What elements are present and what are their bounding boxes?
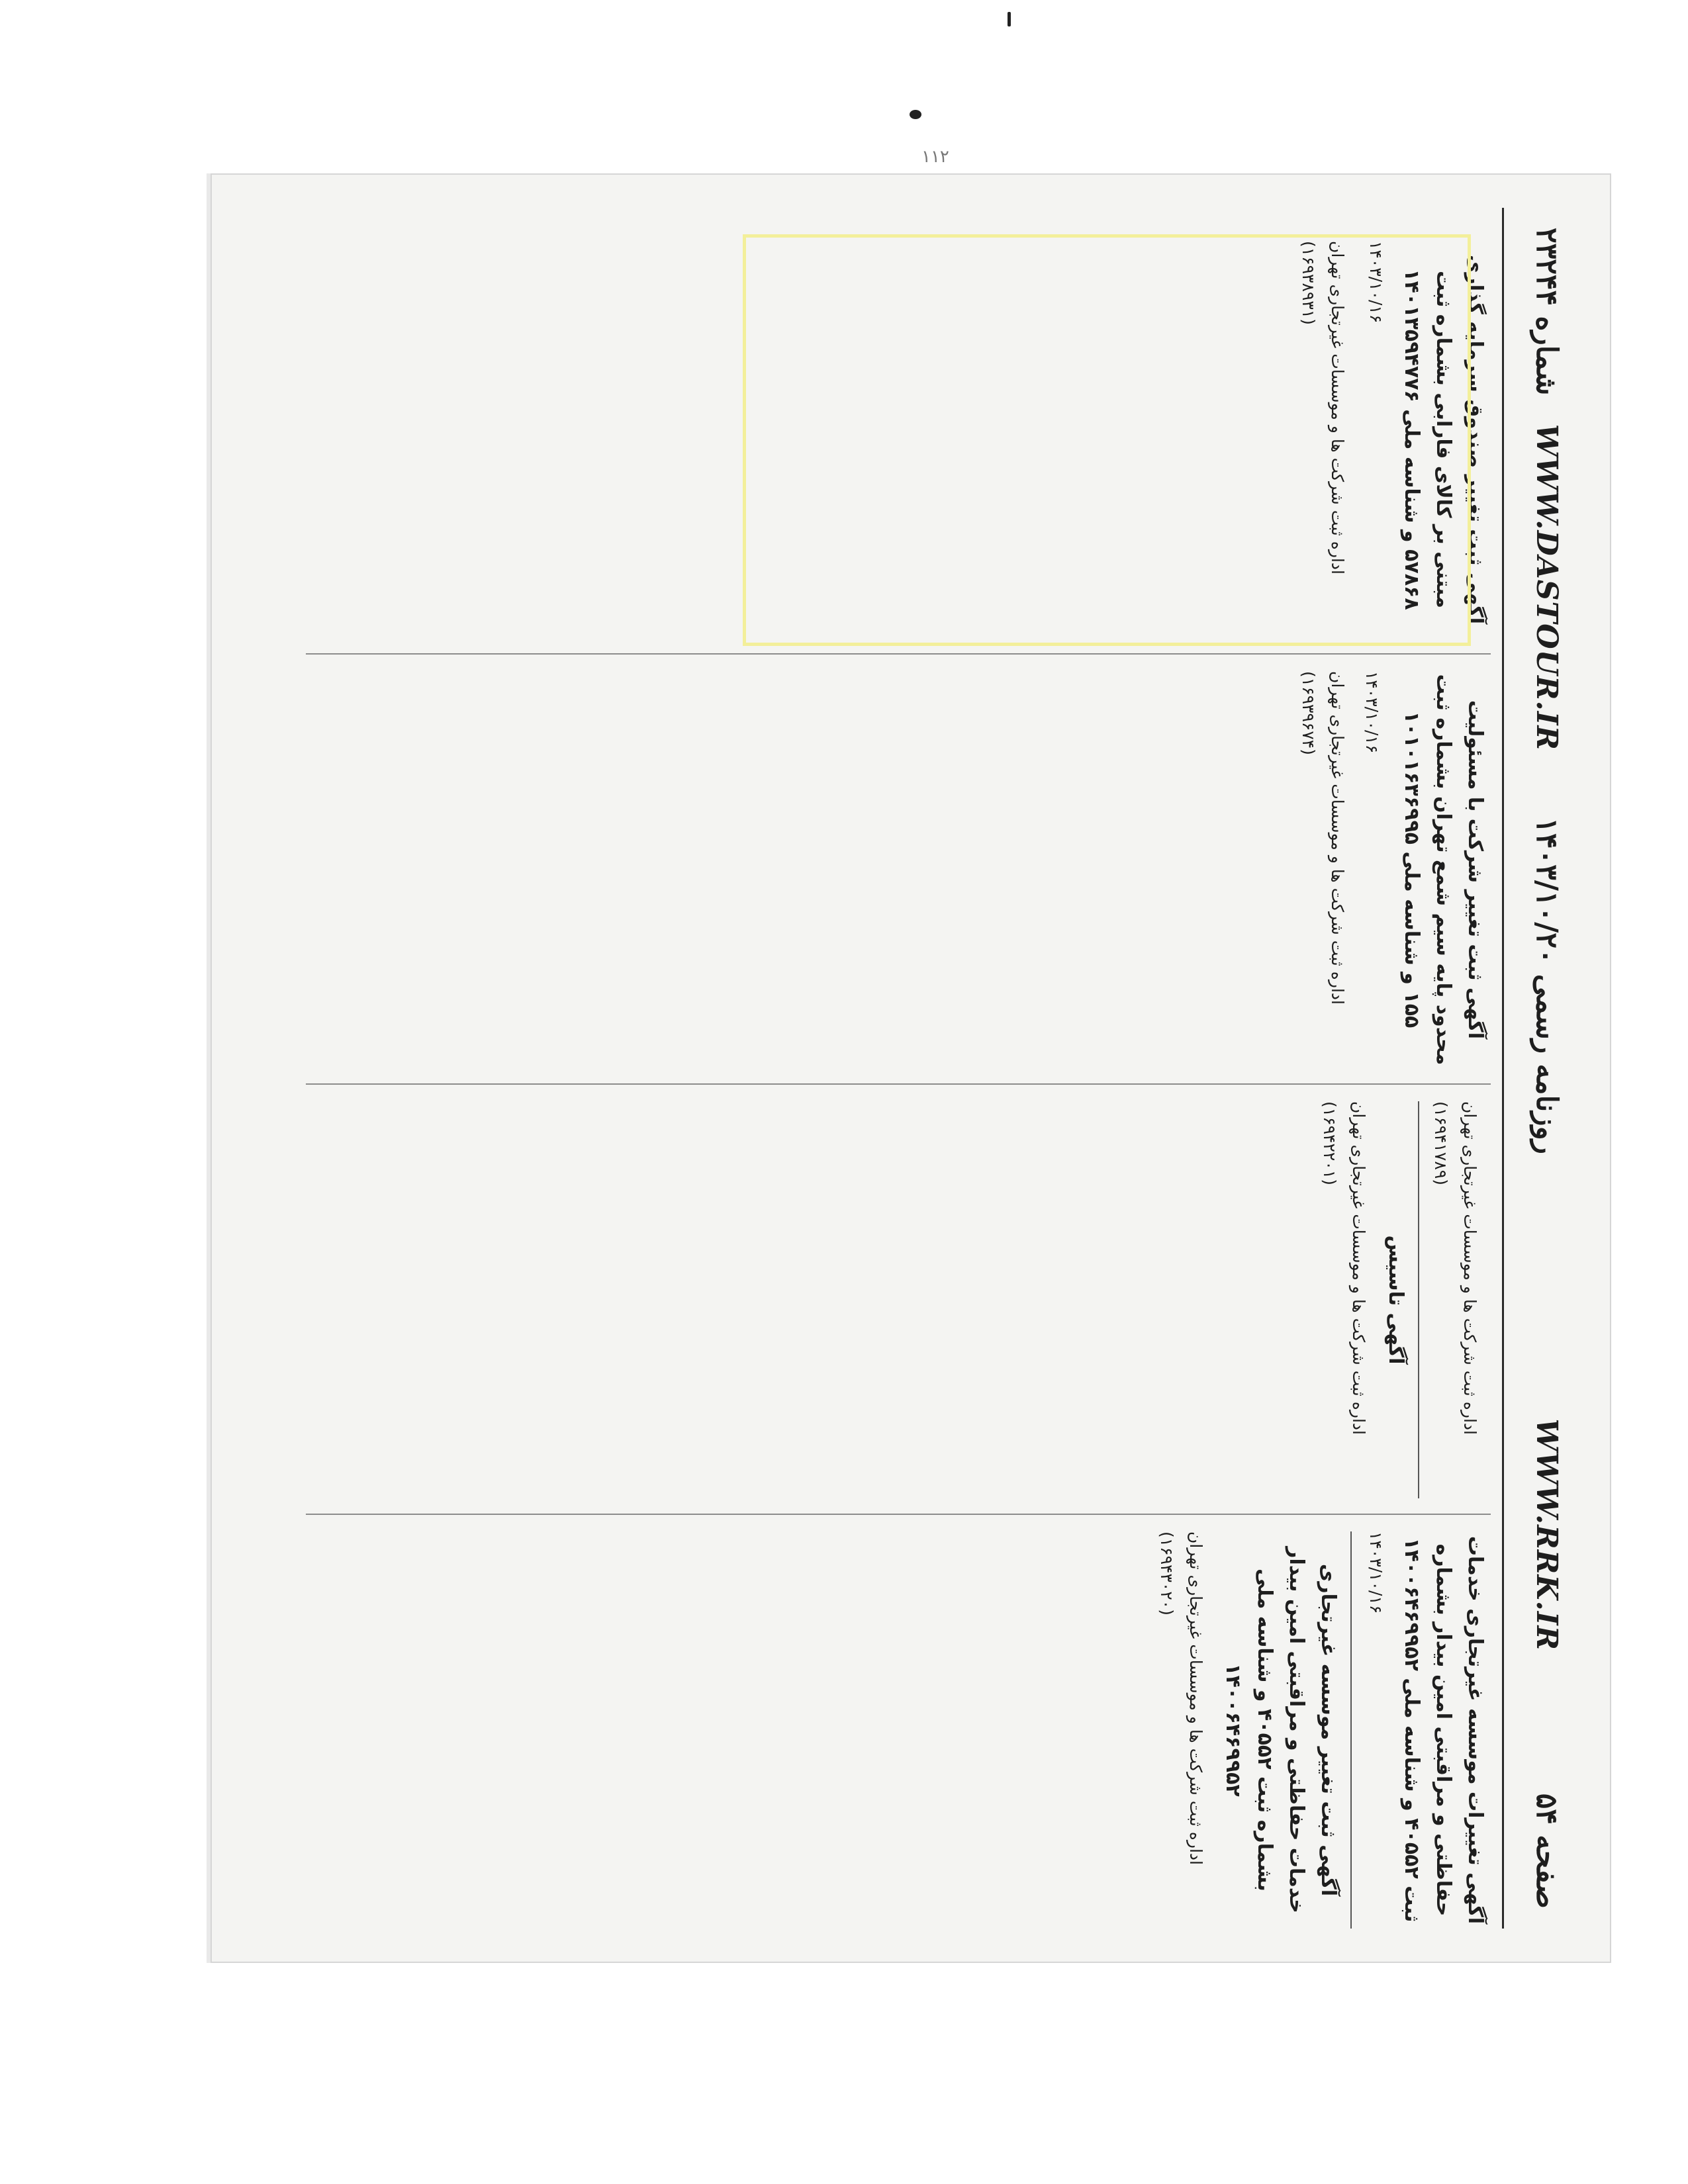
notice-title: آگهی ثبت تغییر صندوق سرمایه گذاری مبتنی بر کالای فارابی بشماره ثبت ۵۷۸۶۸ و شناسه ملی ۱۴۰۱۳۵۹۴۷۷۶ [1400,254,1487,625]
notice-divider [1418,1101,1419,1498]
notice-title: آگهی ثبت تغییر موسسه غیرتجاری خدمات حفاظتی و مراقبتی امین بیدار بشماره ثبت ۴۰۵۵۲ و شناسه ملی ۱۴۰۰۶۴۶۹۹۵۲ [1221,1547,1340,1913]
notice-title: آگهی ثبت تغییر شرکت با مسئولیت محدود پایه سیم شمع تهران بشماره ثبت ۱۵۵ و شناسه ملی ۱۰۱۰۱۶۳۶۹۹۵ [1400,674,1487,1066]
notice-reference: ۱۴۰۳/۱۰/۱۶ [1362,671,1382,754]
notice-title: آگهی تاسیس [1384,1235,1407,1365]
header-site-rrk: WWW.RRK.IR [1530,1418,1564,1651]
issue-number: شماره ۲۳۲۴۴ [1530,228,1564,396]
page-number: صفحه ۵۴ [1530,1793,1564,1909]
notice-signature: اداره ثبت شرکت ها و موسسات غیرتجاری تهران (۱۶۹۴۳۰۲۰) [1157,1531,1205,1865]
column-separator [306,653,1491,655]
newspaper-page-scan [211,173,1611,1963]
page-header [1502,208,1583,1929]
header-paper-date: روزنامه رسمی ۱۴۰۳/۱۰/۲۰ [1530,817,1564,1154]
pencil-note: ۱۱۲ [921,147,949,167]
scan-speck [910,110,921,119]
notice-reference: ۱۴۰۳/۱۰/۱۶ [1366,241,1385,324]
column-3 [306,671,1491,1068]
notice-signature: اداره ثبت شرکت ها و موسسات غیرتجاری تهران (۱۶۹۳۸۹۳۱) [1299,241,1347,574]
column-2 [306,1101,1491,1498]
column-separator [306,1514,1491,1515]
notice-signature: اداره ثبت شرکت ها و موسسات غیرتجاری تهران (۱۶۹۳۹۶۷۴) [1299,671,1347,1005]
scan-speck [1008,12,1011,26]
column-1 [306,1531,1491,1929]
notice-reference: ۱۴۰۳/۱۰/۱۶ [1366,1531,1385,1614]
column-separator [306,1083,1491,1085]
header-site-dastour: WWW.DASTOUR.IR [1530,424,1564,751]
notice-divider [1350,1531,1352,1929]
notice-signature: اداره ثبت شرکت ها و موسسات غیرتجاری تهران (۱۶۹۴۱۷۸۹) [1431,1101,1479,1435]
rotated-page [286,195,1583,1942]
notice-signature: اداره ثبت شرکت ها و موسسات غیرتجاری تهران (۱۶۹۴۲۲۰۱) [1320,1101,1368,1435]
column-4 [306,241,1491,638]
notice-title: آگهی تغییرات موسسه غیرتجاری خدمات حفاظتی و مراقبتی امین بیدار بشماره ثبت ۴۰۵۵۲ و شناسه ملی ۱۴۰۰۶۴۶۹۹۵۲ [1400,1535,1487,1925]
